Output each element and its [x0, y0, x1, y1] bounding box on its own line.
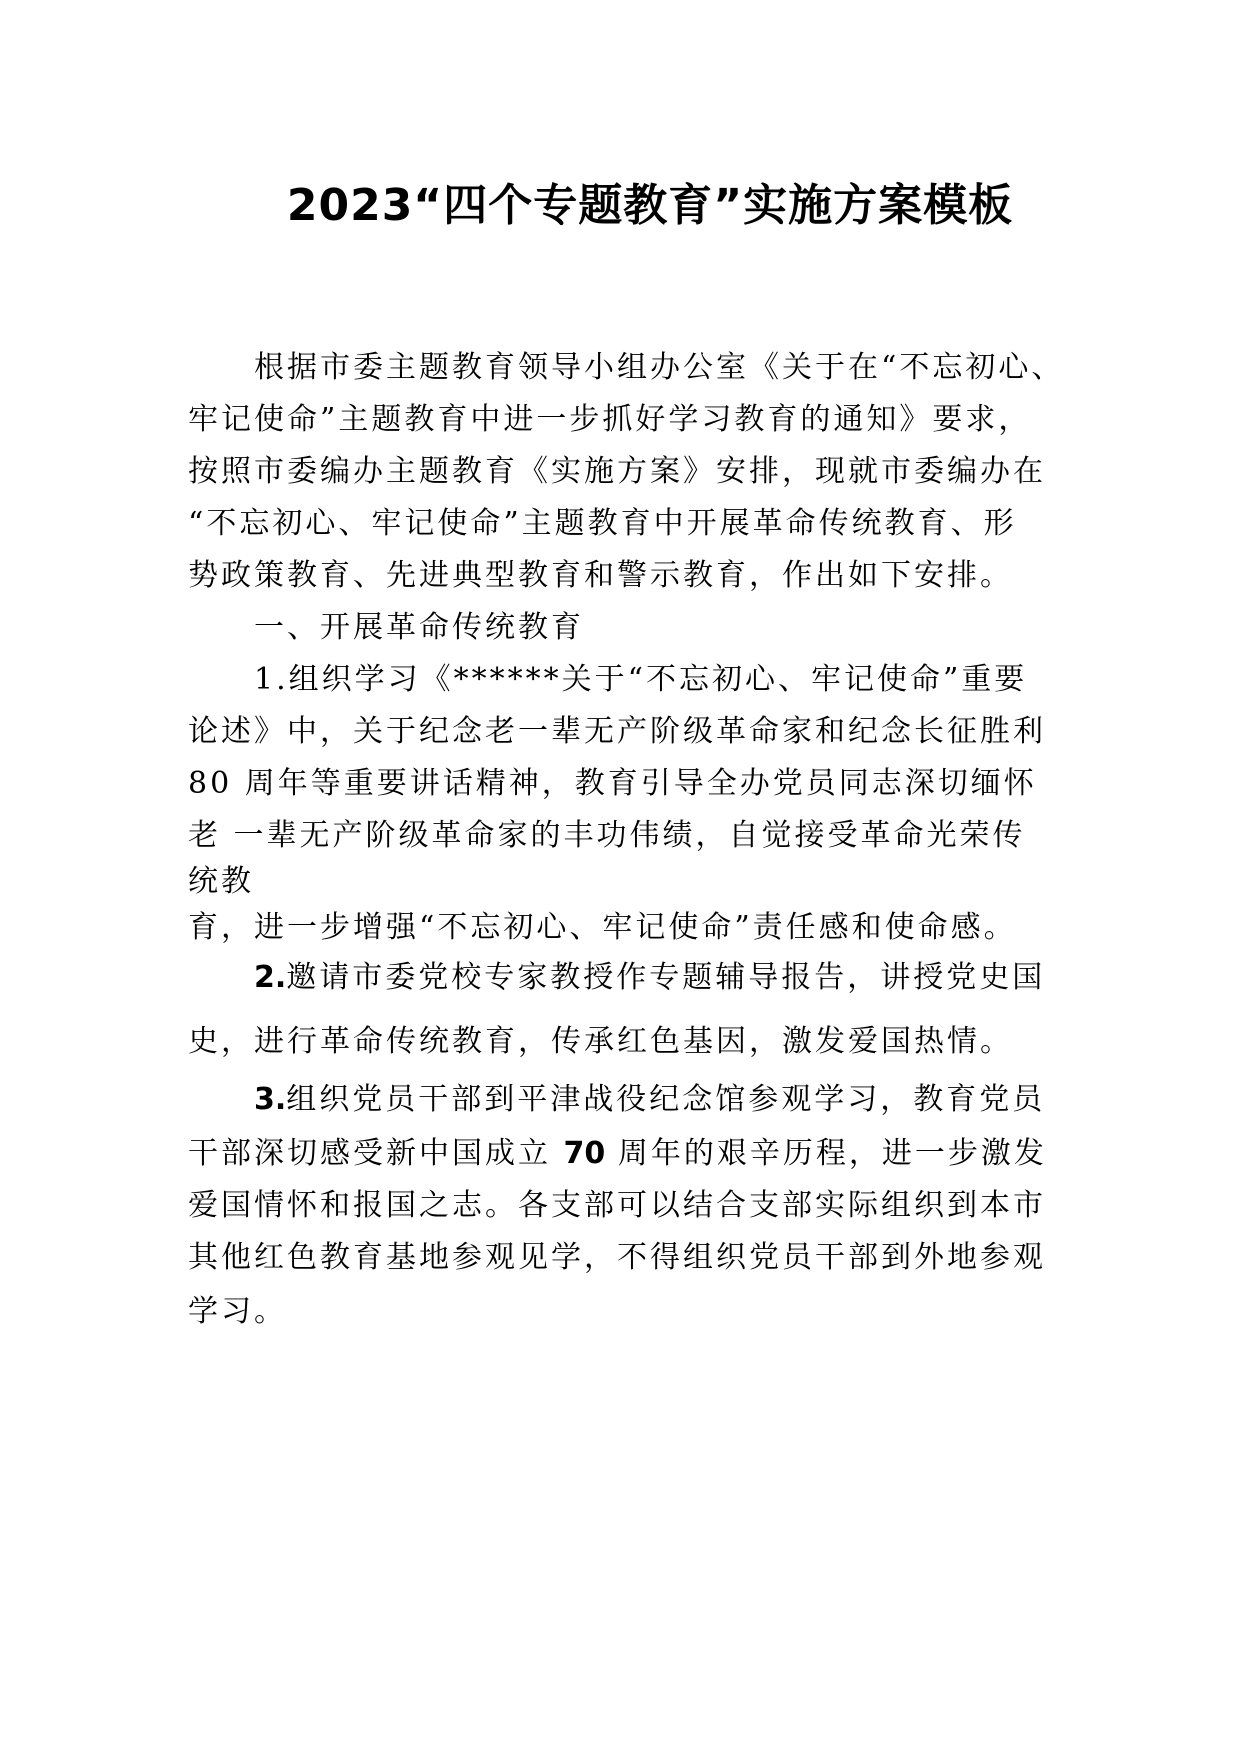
- item1-line-5: 统教: [188, 864, 254, 899]
- item3-text-2a: 干部深切感受新中国成立: [188, 1136, 564, 1171]
- item2-text-1: 邀请市委党校专家教授作专题辅导报告，讲授党史国: [286, 960, 1046, 995]
- item3-text-2b: 周年的艰辛历程，进一步激发: [605, 1136, 1047, 1171]
- intro-line-4: “不忘初心、牢记使命”主题教育中开展革命传统教育、形: [188, 506, 1017, 541]
- item1-line-6: 育，进一步增强“不忘初心、牢记使命”责任感和使命感。: [188, 910, 1017, 945]
- item3-number: 3.: [254, 1082, 287, 1117]
- intro-line-3: 按照市委编办主题教育《实施方案》安排，现就市委编办在: [188, 454, 1046, 489]
- item3-text-1: 组织党员干部到平津战役纪念馆参观学习，教育党员: [286, 1082, 1046, 1117]
- item1-line-1: 1.组织学习《******关于“不忘初心、牢记使命”重要: [254, 662, 1028, 697]
- item3-line-1: [254, 1080, 1045, 1120]
- intro-line-2: 牢记使命”主题教育中进一步抓好学习教育的通知》要求，: [188, 402, 1032, 437]
- item3-line-3: 爱国情怀和报国之志。各支部可以结合支部实际组织到本市: [188, 1188, 1046, 1223]
- item3-number-70: 70: [563, 1136, 606, 1171]
- document-title: 2023“四个专题教育”实施方案模板: [286, 180, 1014, 231]
- intro-line-5: 势政策教育、先进典型教育和警示教育，作出如下安排。: [188, 558, 1013, 593]
- item1-line-3: 80 周年等重要讲话精神，教育引导全办党员同志深切缅怀: [188, 766, 1037, 801]
- item3-line-5: 学习。: [188, 1294, 287, 1329]
- item1-line-2: 论述》中，关于纪念老一辈无产阶级革命家和纪念长征胜利: [188, 714, 1046, 749]
- section-heading: 一、开展革命传统教育: [254, 610, 584, 645]
- item1-line-4: 老 一辈无产阶级革命家的丰功伟绩，自觉接受革命光荣传: [188, 818, 1026, 853]
- document-body: [188, 0, 1065, 1754]
- item2-line-2: 史，进行革命传统教育，传承红色基因，激发爱国热情。: [188, 1024, 1013, 1059]
- intro-line-1: 根据市委主题教育领导小组办公室《关于在“不忘初心、: [254, 350, 1065, 385]
- item3-line-4: 其他红色教育基地参观见学，不得组织党员干部到外地参观: [188, 1240, 1046, 1275]
- item3-line-2: [188, 1134, 1047, 1174]
- item2-line-1: [254, 958, 1045, 998]
- item2-number: 2.: [254, 960, 287, 995]
